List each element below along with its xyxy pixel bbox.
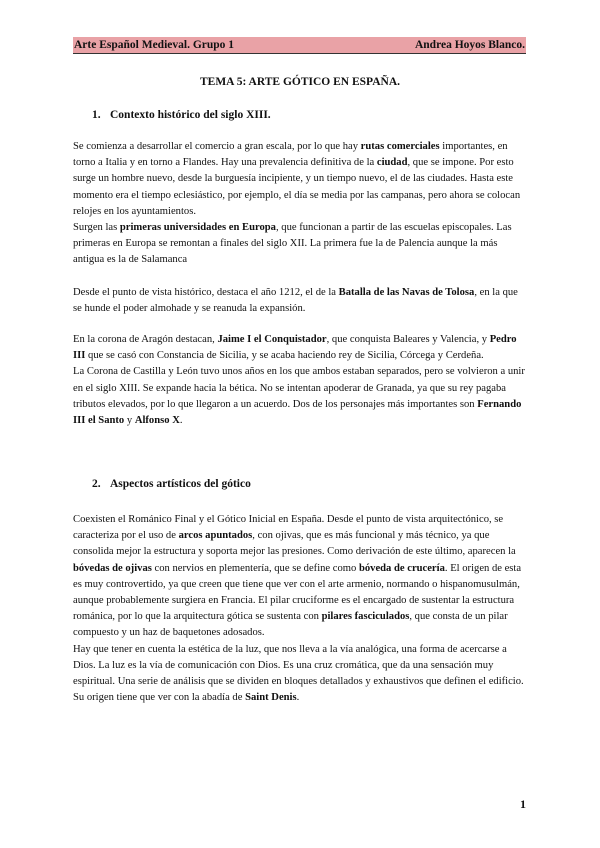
- document-title: TEMA 5: ARTE GÓTICO EN ESPAÑA.: [199, 76, 401, 88]
- paragraph: Se comienza a desarrollar el comercio a gran escala, por lo que hay rutas comerciales importantes, en torno a Italia y en torno a Flandes. Hay una prevalencia definitiva de la ciudad, que se impone. Por esto surge un hombre nuevo, desde la burguesía incipiente, y un tiempo nuevo, el de las ciudades. Hasta este momento era el tiempo eclesiástico, por ejemplo, el día se media por las campanas, pero ahora se colocan relojes en los ayuntamientos.: [73, 141, 521, 217]
- bold-term: primeras universidades en Europa: [119, 222, 276, 234]
- section-2-heading: [92, 478, 251, 490]
- bold-term: ciudad: [376, 157, 408, 169]
- page-number: 1: [520, 797, 526, 811]
- bold-term: Saint Denis: [245, 692, 297, 704]
- bold-term: arcos apuntados: [178, 530, 253, 542]
- bold-term: bóvedas de ojivas: [73, 562, 152, 574]
- paragraph: Su origen tiene que ver con la abadía de Saint Denis.: [73, 692, 300, 704]
- header-author: Andrea Hoyos Blanco.: [414, 38, 525, 51]
- bold-term: rutas comerciales: [360, 141, 440, 152]
- bold-term: Alfonso X: [134, 415, 180, 427]
- bold-term: Pedro III: [73, 334, 517, 362]
- section-number: 1.: [92, 109, 101, 121]
- bold-term: pilares fasciculados: [321, 611, 410, 623]
- bold-term: Jaime I el Conquistador: [217, 334, 327, 345]
- paragraph: En la corona de Aragón destacan, Jaime I el Conquistador, que conquista Baleares y Valencia, y Pedro III que se casó con Constancia de Sicilia, y se acaba haciendo rey de Sicilia, Córcega y Cerdeña.: [73, 334, 517, 362]
- section-1-body: [73, 139, 529, 269]
- bold-term: Batalla de las Navas de Tolosa: [338, 287, 475, 298]
- paragraph: Desde el punto de vista histórico, destaca el año 1212, el de la Batalla de las Navas de Tolosa, en la que se hunde el poder almohade y se reanuda la expansión.: [73, 287, 518, 315]
- paragraph: Hay que tener en cuenta la estética de la luz, que nos lleva a la vía analógica, una forma de acercarse a Dios. La luz es la vía de comunicación con Dios. Es una cruz cromática, que da una sensación muy espiritual. Una serie de análisis que se dividen en bloques detallados y exhaustivos que definen el edificio.: [73, 643, 524, 688]
- section-1-body-2: [73, 285, 529, 317]
- section-number: 2.: [92, 478, 101, 490]
- paragraph: Surgen las primeras universidades en Europa, que funcionan a partir de las escuelas episcopales. Las primeras en Europa se remontan a finales del siglo XII. La primera fue la de Palencia aunque la más antigua es la de Salamanca: [73, 222, 512, 266]
- paragraph: La Corona de Castilla y León tuvo unos años en los que ambos estaban separados, pero se volvieron a unir en el siglo XIII. Se expande hacia la bética. No se intentan apoderar de Granada, ya que su rey pagaba tributos elevados, por lo que llegaron a un acuerdo. Dos de los personajes más importantes son Fernando III el Santo y Alfonso X.: [73, 366, 525, 427]
- bold-term: bóveda de crucería: [358, 562, 445, 574]
- section-title: Contexto histórico del siglo XIII.: [110, 109, 271, 121]
- section-2-body: [73, 512, 529, 706]
- paragraph: Coexisten el Románico Final y el Gótico Inicial en España. Desde el punto de vista arquitectónico, se caracteriza por el uso de arcos apuntados, con ojivas, que es más funcional y más técnico, ya que consolida mejor la estructura y soporta mejor las presiones. Como derivación de este último, aparecen la bóvedas de ojivas con nervios en plementería, que se define como bóveda de crucería. El origen de esta es muy controvertido, ya que creen que tiene que ver con el arte armenio, normando o hispanomusulmán, aunque probablemente surgiera en Francia. El pilar cruciforme es el encargado de sustentar la estructura románica, por lo que la arquitectura gótica se sustenta con pilares fasciculados, que consta de un pilar compuesto y un haz de baquetones adosados.: [73, 514, 522, 639]
- section-title: Aspectos artísticos del gótico: [110, 478, 251, 490]
- bold-term: Fernando III el Santo: [73, 398, 522, 427]
- section-1-heading: [92, 109, 271, 121]
- header-course: Arte Español Medieval. Grupo 1: [74, 38, 235, 51]
- section-1-body-3: [73, 332, 529, 429]
- page-header: [73, 37, 526, 54]
